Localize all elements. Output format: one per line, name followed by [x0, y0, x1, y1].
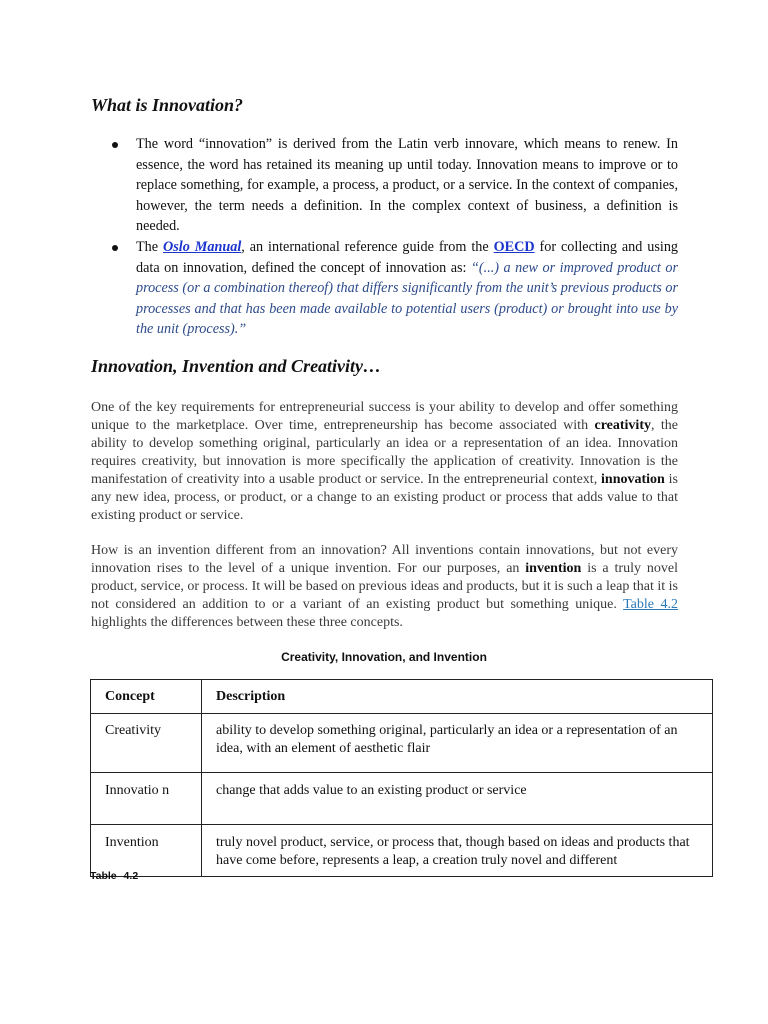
- header-description: Description: [202, 680, 713, 714]
- table-row: [91, 714, 713, 773]
- oslo-manual-link[interactable]: Oslo Manual: [163, 238, 242, 255]
- term-innovation: innovation: [601, 472, 665, 487]
- bullet-middle: , an international reference guide from the: [241, 238, 494, 255]
- term-creativity: creativity: [594, 418, 651, 433]
- concept-cell-text: Innovatio n: [105, 783, 170, 798]
- para2-text-2: is a truly novel product, service, or process. It will be based on previous ideas and products, but it is such a leap that it is not considered an addition to or a variant of an existing product but something unique.: [91, 561, 678, 612]
- para1-text-3: is any new idea, process, or product, or a change to an existing product or process that adds value to that existing product or service.: [91, 472, 678, 523]
- section-heading-what-is-innovation: What is Innovation?: [91, 95, 244, 115]
- term-invention: invention: [525, 561, 582, 576]
- concept-table: [90, 679, 713, 877]
- table-caption: Creativity, Innovation, and Invention: [281, 650, 487, 664]
- innovation-bullet-list: [112, 134, 678, 340]
- section-heading-innovation-invention-creativity: Innovation, Invention and Creativity…: [91, 356, 382, 376]
- oslo-definition-quote: “(...) a new or improved product or process (or a combination thereof) that differs significantly from the unit’s previous products or processes and that has been made available to potential users (product) or brought into use by the unit (process).”: [136, 259, 678, 338]
- description-cell: ability to develop something original, particularly an idea or a representation of an idea, with an element of aesthetic flair: [202, 714, 713, 773]
- description-cell: change that adds value to an existing product or service: [202, 773, 713, 825]
- oecd-link[interactable]: OECD: [493, 238, 535, 255]
- table-header-row: [91, 680, 713, 714]
- table-row: [91, 773, 713, 825]
- concept-cell: Invention: [91, 825, 202, 877]
- bullet-text-etymology: The word “innovation” is derived from the Latin verb innovare, which means to renew. In essence, the word has retained its meaning up until today. Innovation means to improve or to replace something, for example, a process, a product, or a service. In the context of companies, however, the term needs a definition. In the complex context of business, a definition is needed.: [136, 136, 678, 235]
- table-note: Table 4.2: [90, 870, 139, 882]
- paragraph-creativity: [91, 399, 678, 525]
- para2-text-3: highlights the differences between these three concepts.: [91, 615, 403, 630]
- bullet-item-oslo: [112, 237, 678, 340]
- bullet-item-etymology: [112, 134, 678, 237]
- para2-text-1: How is an invention different from an innovation? All inventions contain innovations, but not every innovation rises to the level of a unique invention. For our purposes, an: [91, 543, 678, 576]
- para1-text-1: One of the key requirements for entrepreneurial success is your ability to develop and offer something unique to the marketplace. Over time, entrepreneurship has become associated with: [91, 400, 678, 433]
- paragraph-invention: [91, 542, 678, 632]
- header-concept: Concept: [91, 680, 202, 714]
- table-row: [91, 825, 713, 877]
- concept-cell: [91, 773, 202, 825]
- para1-text-2: , the ability to develop something original, particularly an idea or a representation of an idea. Innovation requires creativity, but innovation is more specifically the application of creativity. Innovation is the manifestation of creativity into a usable product or service. In the entrepreneurial context,: [91, 418, 678, 487]
- bullet-dot-icon: [112, 142, 118, 148]
- concept-cell: Creativity: [91, 714, 202, 773]
- description-cell: truly novel product, service, or process that, though based on ideas and products that have come before, represents a leap, a creation truly novel and different: [202, 825, 713, 877]
- table-4-2-link[interactable]: Table 4.2: [623, 597, 678, 612]
- bullet-prefix: The: [136, 238, 163, 255]
- bullet-suffix: for collecting and using data on innovation, defined the concept of innovation as:: [136, 238, 679, 276]
- bullet-dot-icon: [112, 245, 118, 251]
